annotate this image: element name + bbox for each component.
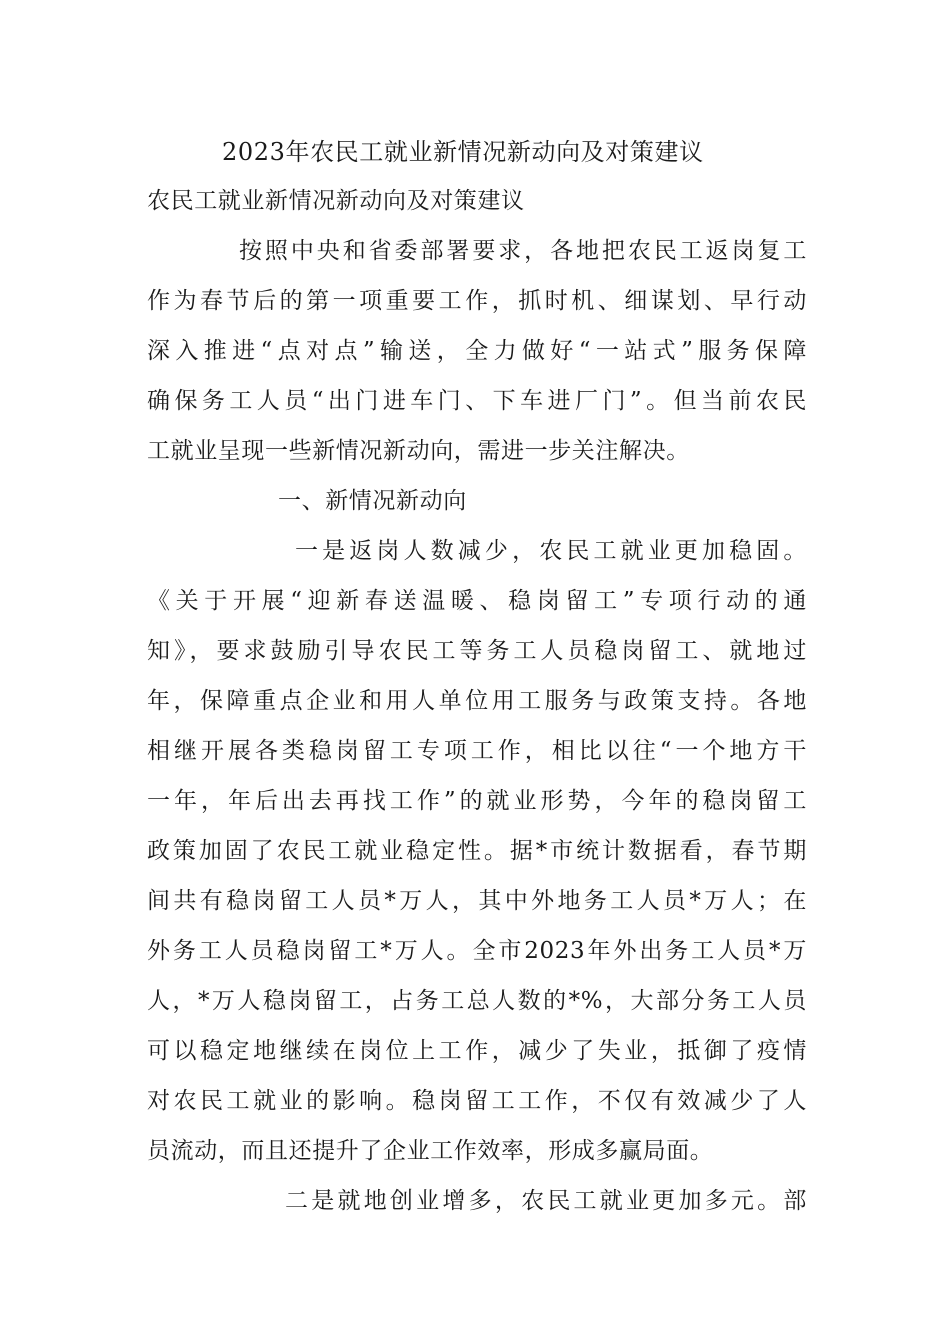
paragraph-line: 知》，要求鼓励引导农民工等务工人员稳岗留工、就地过: [147, 638, 807, 664]
paragraph-line: 确保务工人员“出门进车门、下车进厂门”。但当前农民: [147, 388, 807, 414]
paragraph-line: 按照中央和省委部署要求，各地把农民工返岗复工: [239, 238, 807, 264]
paragraph-line: 员流动，而且还提升了企业工作效率，形成多赢局面。: [147, 1138, 714, 1164]
paragraph-line: 深入推进“点对点”输送，全力做好“一站式”服务保障: [147, 338, 807, 364]
paragraph-line: 一是返岗人数减少，农民工就业更加稳固。: [295, 538, 807, 564]
paragraph-line: 工就业呈现一些新情况新动向，需进一步关注解决。: [147, 438, 690, 464]
section-heading: 一、新情况新动向: [278, 488, 467, 514]
document-title: 2023年农民工就业新情况新动向及对策建议: [222, 138, 704, 166]
paragraph-line: 相继开展各类稳岗留工专项工作，相比以往“一个地方干: [147, 738, 807, 764]
paragraph-line: 年，保障重点企业和用人单位用工服务与政策支持。各地: [147, 688, 807, 714]
paragraph-line: 作为春节后的第一项重要工作，抓时机、细谋划、早行动: [147, 288, 807, 314]
paragraph-line: 人，*万人稳岗留工，占务工总人数的*%，大部分务工人员: [147, 988, 807, 1014]
paragraph-line: 间共有稳岗留工人员*万人，其中外地务工人员*万人；在: [147, 888, 807, 914]
paragraph-line: 《关于开展“迎新春送温暖、稳岗留工”专项行动的通: [147, 588, 807, 614]
paragraph-line: 对农民工就业的影响。稳岗留工工作，不仅有效减少了人: [147, 1088, 807, 1114]
paragraph-line: 可以稳定地继续在岗位上工作，减少了失业，抵御了疫情: [147, 1038, 807, 1064]
paragraph-line: 外务工人员稳岗留工*万人。全市2023年外出务工人员*万: [147, 938, 807, 964]
paragraph-line: 二是就地创业增多，农民工就业更加多元。部: [285, 1188, 807, 1214]
paragraph-line: 一年，年后出去再找工作”的就业形势，今年的稳岗留工: [147, 788, 807, 814]
paragraph-line: 政策加固了农民工就业稳定性。据*市统计数据看，春节期: [147, 838, 807, 864]
document-subtitle: 农民工就业新情况新动向及对策建议: [147, 188, 525, 214]
